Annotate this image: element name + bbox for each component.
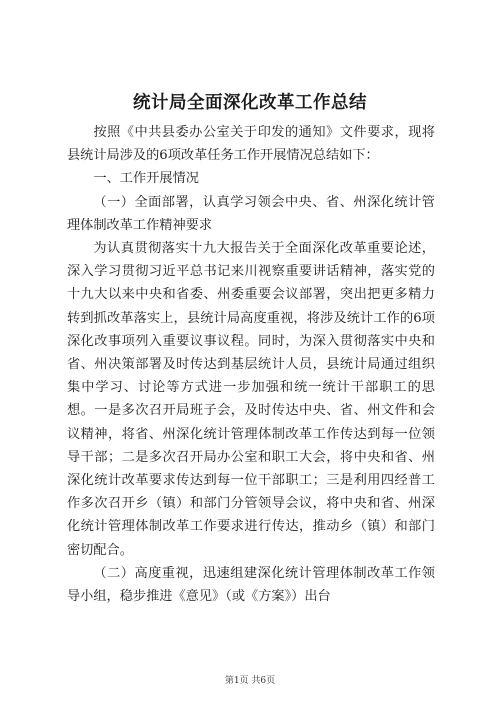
subsection-heading-1: （一）全面部署，认真学习领会中央、省、州深化统计管理体制改革工作精神要求	[67, 194, 435, 233]
subsection-heading-2: （二）高度重视，迅速组建深化统计管理体制改革工作领导小组，稳步推进《意见》（或《方案》）出台	[67, 565, 435, 605]
section-heading: 一、工作开展情况	[93, 171, 199, 187]
page-number-footer: 第1页 共6页	[224, 676, 276, 686]
document-body	[67, 121, 435, 608]
body-paragraph: 为认真贯彻落实十九大报告关于全面深化改革重要论述，深入学习贯彻习近平总书记来川视察重要讲话精神，落实党的十九大以来中央和省委、州委重要会议部署，突出把更多精力转到抓改革落实上，县统计局高度重视，将涉及统计工作的6项深化改事项列入重要议事议程。同时，为深入贯彻落实中央和省、州决策部署及时传达到基层统计人员，县统计局通过组织集中学习、讨论等方式进一步加强和统一统计干部职工的思想。一是多次召开局班子会，及时传达中央、省、州文件和会议精神，将省、州深化统计管理体制改革工作传达到每一位领导干部；二是多次召开局办公室和职工大会，将中央和省、州深化统计改革要求传达到每一位干部职工；三是利用四经普工作多次召开乡（镇）和部门分管领导会议，将中央和省、州深化统计管理体制改革工作要求进行传达，推动乡（镇）和部门密切配合。	[67, 241, 435, 558]
document-title: 统计局全面深化改革工作总结	[133, 93, 367, 113]
intro-paragraph: 按照《中共县委办公室关于印发的通知》文件要求，现将县统计局涉及的6项改革任务工作开展情况总结如下：	[67, 125, 435, 164]
